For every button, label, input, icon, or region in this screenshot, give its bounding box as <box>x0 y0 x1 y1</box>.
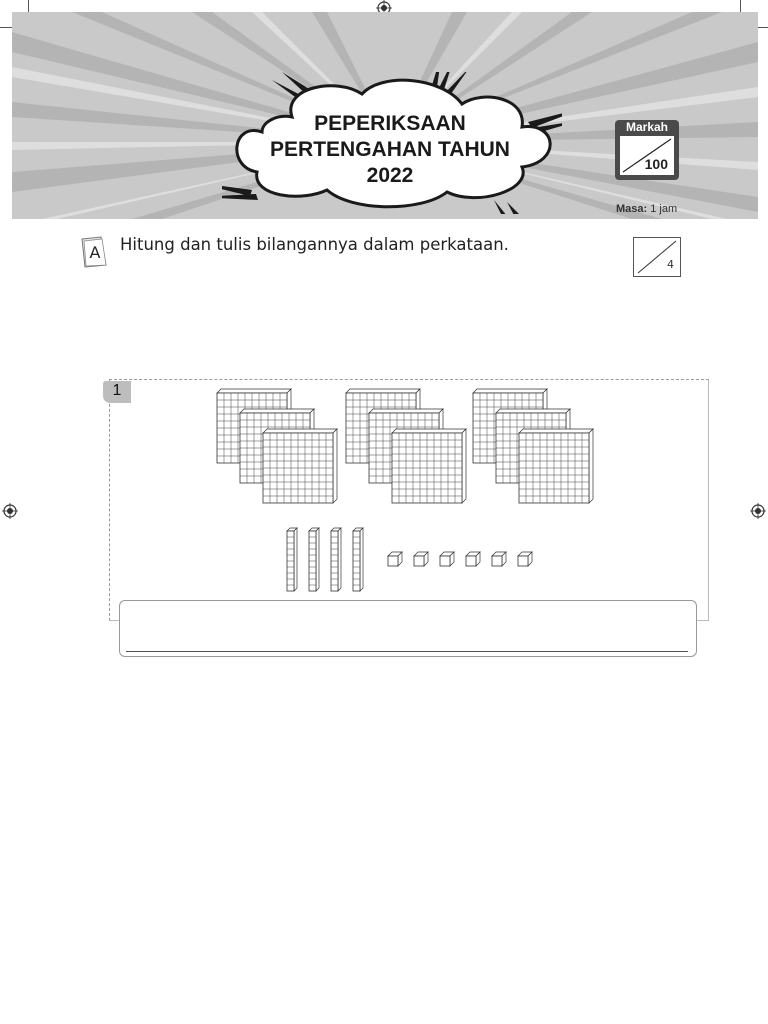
markah-label: Markah <box>625 120 669 134</box>
exam-title-line-1: PEPERIKSAAN <box>314 112 466 135</box>
markah-badge <box>615 120 679 180</box>
section-instruction: Hitung dan tulis bilangannya dalam perkataan. <box>120 235 509 254</box>
exam-duration <box>616 203 677 215</box>
exam-title-line-2: PERTENGAHAN TAHUN <box>270 138 510 161</box>
section-score-box[interactable] <box>633 237 681 277</box>
registration-mark-icon <box>2 503 18 519</box>
markah-total: 100 <box>644 156 668 172</box>
markah-score-box[interactable] <box>620 136 674 175</box>
registration-mark-icon <box>750 503 766 519</box>
answer-line[interactable] <box>126 651 688 652</box>
masa-value: 1 jam <box>650 203 678 215</box>
exam-title <box>240 111 540 189</box>
exam-title-line-3: 2022 <box>366 164 414 187</box>
section-score-total: 4 <box>667 258 674 271</box>
section-letter: A <box>89 243 101 262</box>
question-frame <box>109 379 709 621</box>
answer-box[interactable] <box>119 600 697 657</box>
question-number: 1 <box>112 382 122 399</box>
masa-label: Masa: <box>616 203 648 215</box>
